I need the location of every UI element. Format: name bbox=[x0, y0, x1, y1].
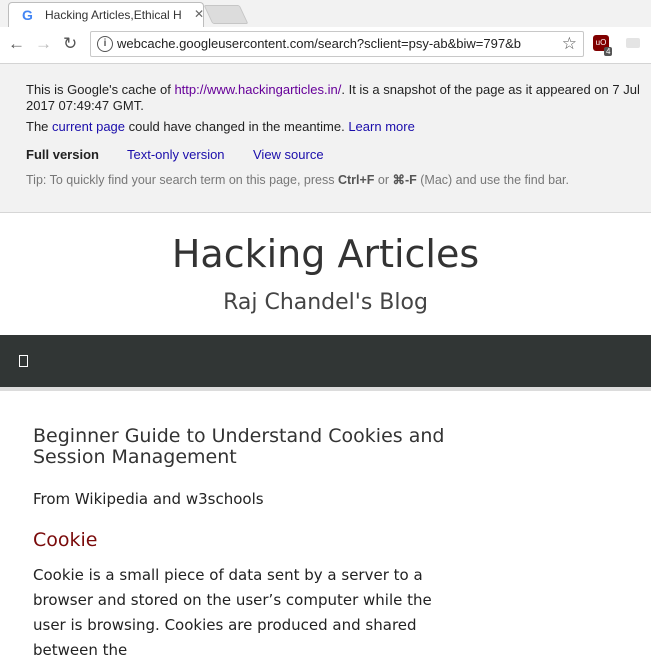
section-heading-cookie: Cookie bbox=[33, 529, 98, 551]
tab-strip bbox=[0, 0, 651, 27]
tip-text: Tip: To quickly find your search term on this page, press bbox=[26, 173, 338, 187]
full-version-label: Full version bbox=[26, 147, 99, 162]
close-tab-icon[interactable]: ✕ bbox=[194, 7, 205, 21]
menu-toggle-icon[interactable] bbox=[19, 355, 28, 367]
cache-notice-line1 bbox=[26, 82, 640, 97]
forward-arrow-icon[interactable]: → bbox=[35, 34, 52, 53]
site-description: Raj Chandel's Blog bbox=[223, 290, 428, 315]
browser-menu-button[interactable] bbox=[626, 38, 640, 48]
post-paragraph: Cookie is a small piece of data sent by a server to a browser and stored on the user’s computer while the user is browsing. Cookies are produced and shared between the bbox=[33, 566, 432, 659]
cached-url-link[interactable]: http://www.hackingarticles.in/ bbox=[174, 82, 342, 97]
main-navigation bbox=[0, 335, 651, 391]
browser-toolbar bbox=[0, 27, 651, 64]
tip-or: or bbox=[374, 173, 393, 187]
bookmark-star-icon[interactable]: ☆ bbox=[561, 34, 577, 53]
learn-more-link[interactable]: Learn more bbox=[348, 119, 415, 134]
address-bar[interactable] bbox=[90, 31, 584, 57]
address-url[interactable]: webcache.googleusercontent.com/search?sclient=psy-ab&biw=797&b bbox=[117, 36, 521, 51]
info-icon[interactable]: i bbox=[97, 36, 113, 52]
new-tab-button[interactable] bbox=[204, 5, 249, 24]
back-arrow-icon[interactable]: ← bbox=[8, 34, 25, 53]
cache-notice-line2: 2017 07:49:47 GMT. bbox=[26, 98, 144, 113]
current-page-link[interactable]: current page bbox=[52, 119, 126, 134]
notice-text-2: could have changed in the meantime. bbox=[125, 119, 349, 134]
search-tip bbox=[26, 172, 569, 187]
view-source-wrapper bbox=[253, 147, 324, 162]
browser-tab[interactable] bbox=[8, 2, 204, 27]
reload-icon[interactable]: ↻ bbox=[63, 34, 78, 53]
cache-notice-date: . It is a snapshot of the page as it appeared on 7 Jul bbox=[341, 82, 640, 97]
text-only-version-link[interactable]: Text-only version bbox=[127, 147, 225, 162]
notice-text: The bbox=[26, 119, 53, 134]
tip-shortcut-ctrl: Ctrl+F bbox=[337, 173, 375, 187]
tip-shortcut-cmd: ⌘-F bbox=[392, 173, 417, 187]
google-favicon-icon: G bbox=[22, 7, 33, 23]
cache-notice-text: This is Google's cache of bbox=[26, 82, 175, 97]
tab-title: Hacking Articles,Ethical H bbox=[45, 8, 182, 22]
tip-suffix: (Mac) and use the find bar. bbox=[416, 173, 569, 187]
cache-banner bbox=[0, 64, 651, 213]
post-source: From Wikipedia and w3schools bbox=[33, 490, 264, 508]
site-title[interactable]: Hacking Articles bbox=[171, 232, 480, 276]
extension-badge: 4 bbox=[606, 47, 611, 56]
post-title[interactable]: Beginner Guide to Understand Cookies and Session Management bbox=[33, 425, 445, 468]
view-source-link[interactable]: View source bbox=[253, 147, 324, 162]
ublock-extension-icon[interactable]: uO bbox=[593, 35, 609, 51]
text-only-wrapper bbox=[127, 147, 225, 162]
cache-notice-line3 bbox=[26, 119, 415, 134]
